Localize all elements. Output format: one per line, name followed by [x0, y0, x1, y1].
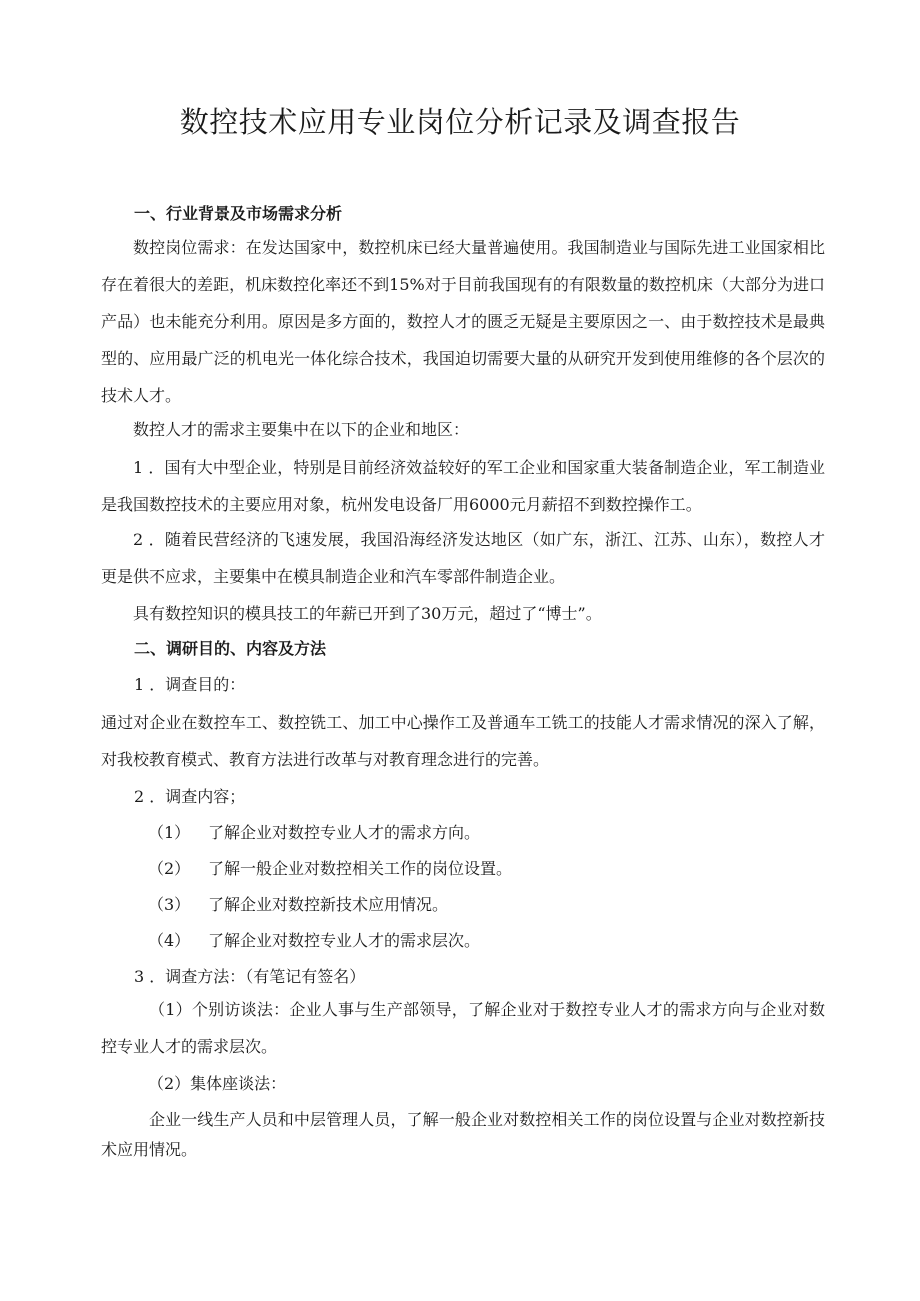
- method-label: 3 ．调查方法：（有笔记有签名）: [134, 967, 366, 986]
- content-item-number: （4）: [148, 931, 191, 950]
- content-item-text: 了解一般企业对数控相关工作的岗位设置。: [208, 859, 513, 878]
- paragraph-purpose: 通过对企业在数控车工、数控铣工、加工中心操作工及普通车工铣工的技能人才需求情况的深入了解，对我校教育模式、教育方法进行改革与对教育理念进行的完善。: [101, 713, 825, 769]
- paragraph-private-economy: 2 ．随着民营经济的飞速发展，我国沿海经济发达地区（如广东，浙江、江苏、山东），数控人才更是供不应求，主要集中在模具制造企业和汽车零部件制造企业。: [101, 530, 825, 586]
- paragraph-salary: 具有数控知识的模具技工的年薪已开到了30万元，超过了“博士”。: [133, 604, 602, 623]
- paragraph-demand-regions: 数控人才的需求主要集中在以下的企业和地区：: [133, 420, 470, 439]
- document-title: 数控技术应用专业岗位分析记录及调查报告: [179, 105, 741, 139]
- content-item: [148, 930, 480, 952]
- content-item-text: 了解企业对数控专业人才的需求层次。: [208, 931, 481, 950]
- content-label: 2 ．调查内容；: [134, 787, 246, 806]
- paragraph-state-enterprises: 1 ．国有大中型企业，特别是目前经济效益较好的军工企业和国家重大装备制造企业，军工制造业是我国数控技术的主要应用对象，杭州发电设备厂用6000元月薪招不到数控操作工。: [101, 458, 825, 514]
- content-item-text: 了解企业对数控新技术应用情况。: [208, 895, 449, 914]
- content-item-number: （3）: [148, 895, 191, 914]
- purpose-label: 1 ．调查目的：: [134, 675, 246, 694]
- paragraph-method-interview: （1）个别访谈法：企业人事与生产部领导，了解企业对于数控专业人才的需求方向与企业对数控专业人才的需求层次。: [101, 1000, 825, 1056]
- method2-label: （2）集体座谈法：: [148, 1074, 287, 1093]
- section-heading-2: 二、调研目的、内容及方法: [134, 639, 327, 658]
- paragraph-method-group: 企业一线生产人员和中层管理人员，了解一般企业对数控相关工作的岗位设置与企业对数控新技术应用情况。: [101, 1110, 825, 1159]
- content-item: [148, 858, 512, 880]
- content-item: [148, 894, 448, 916]
- section-heading-1: 一、行业背景及市场需求分析: [134, 204, 343, 223]
- paragraph-job-demand: 数控岗位需求：在发达国家中，数控机床已经大量普遍使用。我国制造业与国际先进工业国家相比存在着很大的差距，机床数控化率还不到15%对于目前我国现有的有限数量的数控机床（大部分为进口产品）也未能充分利用。原因是多方面的，数控人才的匮乏无疑是主要原因之一、由于数控技术是最典型的、应用最广泛的机电光一体化综合技术，我国迫切需要大量的从研究开发到使用维修的各个层次的技术人才。: [101, 238, 825, 405]
- content-item-number: （2）: [148, 859, 191, 878]
- content-item-text: 了解企业对数控专业人才的需求方向。: [208, 823, 481, 842]
- content-item-number: （1）: [148, 823, 191, 842]
- content-item: [148, 822, 480, 844]
